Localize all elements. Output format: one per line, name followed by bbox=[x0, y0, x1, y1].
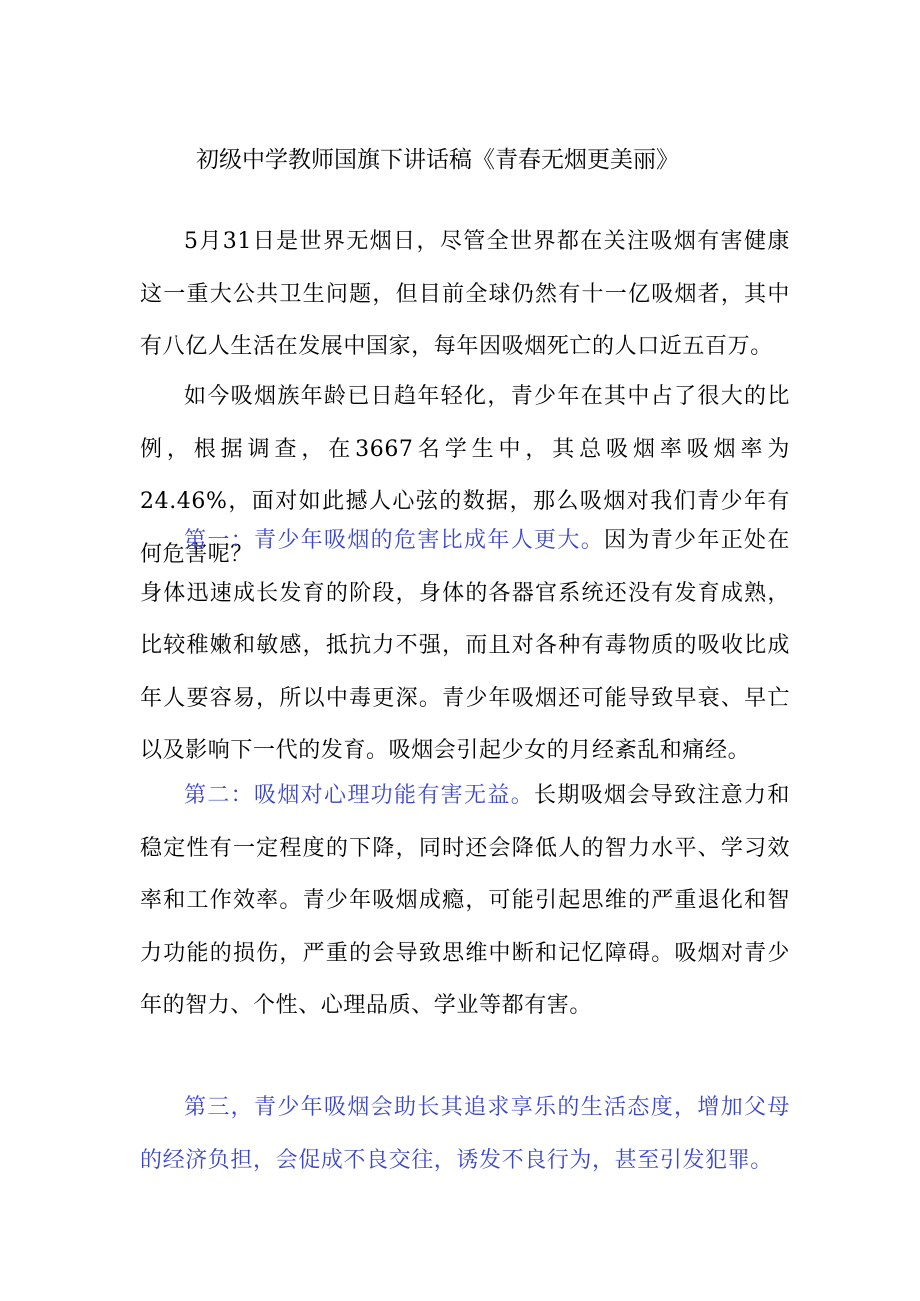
paragraph-4-text: 长期吸烟会导致注意力和稳定性有一定程度的下降，同时还会降低人的智力水平、学习效率和工作效率。青少年吸烟成瘾，可能引起思维的严重退化和智力功能的损伤，严重的会导致思维中断和记忆障碍。吸烟对青少年的智力、个性、心理品质、学业等都有害。 bbox=[140, 783, 790, 1018]
document-title: 初级中学教师国旗下讲话稿《青春无烟更美丽》 bbox=[196, 147, 679, 173]
paragraph-4 bbox=[140, 770, 790, 1033]
paragraph-1 bbox=[140, 216, 790, 374]
paragraph-3-heading: 第一：青少年吸烟的危害比成年人更大。 bbox=[184, 528, 605, 553]
paragraph-5-heading: 第三，青少年吸烟会助长其追求享乐的生活态度，增加父母的经济负担，会促成不良交往，诱发不良行为，甚至引发犯罪。 bbox=[140, 1095, 790, 1173]
paragraph-4-heading: 第二：吸烟对心理功能有害无益。 bbox=[184, 783, 535, 808]
paragraph-1-text: 5月31日是世界无烟日，尽管全世界都在关注吸烟有害健康这一重大公共卫生问题，但目前全球仍然有十一亿吸烟者，其中有八亿人生活在发展中国家，每年因吸烟死亡的人口近五百万。 bbox=[140, 229, 790, 359]
paragraph-2-text: 如今吸烟族年龄已日趋年轻化，青少年在其中占了很大的比例，根据调查，在3667名学生中，其总吸烟率吸烟率为24.46%，面对如此撼人心弦的数据，那么吸烟对我们青少年有何危害呢？ bbox=[140, 384, 790, 567]
paragraph-5 bbox=[140, 1082, 790, 1187]
paragraph-3 bbox=[140, 515, 790, 778]
paragraph-3-text: 因为青少年正处在身体迅速成长发育的阶段，身体的各器官系统还没有发育成熟，比较稚嫩和敏感，抵抗力不强，而且对各种有毒物质的吸收比成年人要容易，所以中毒更深。青少年吸烟还可能导致早衰、早亡以及影响下一代的发育。吸烟会引起少女的月经紊乱和痛经。 bbox=[140, 528, 790, 763]
